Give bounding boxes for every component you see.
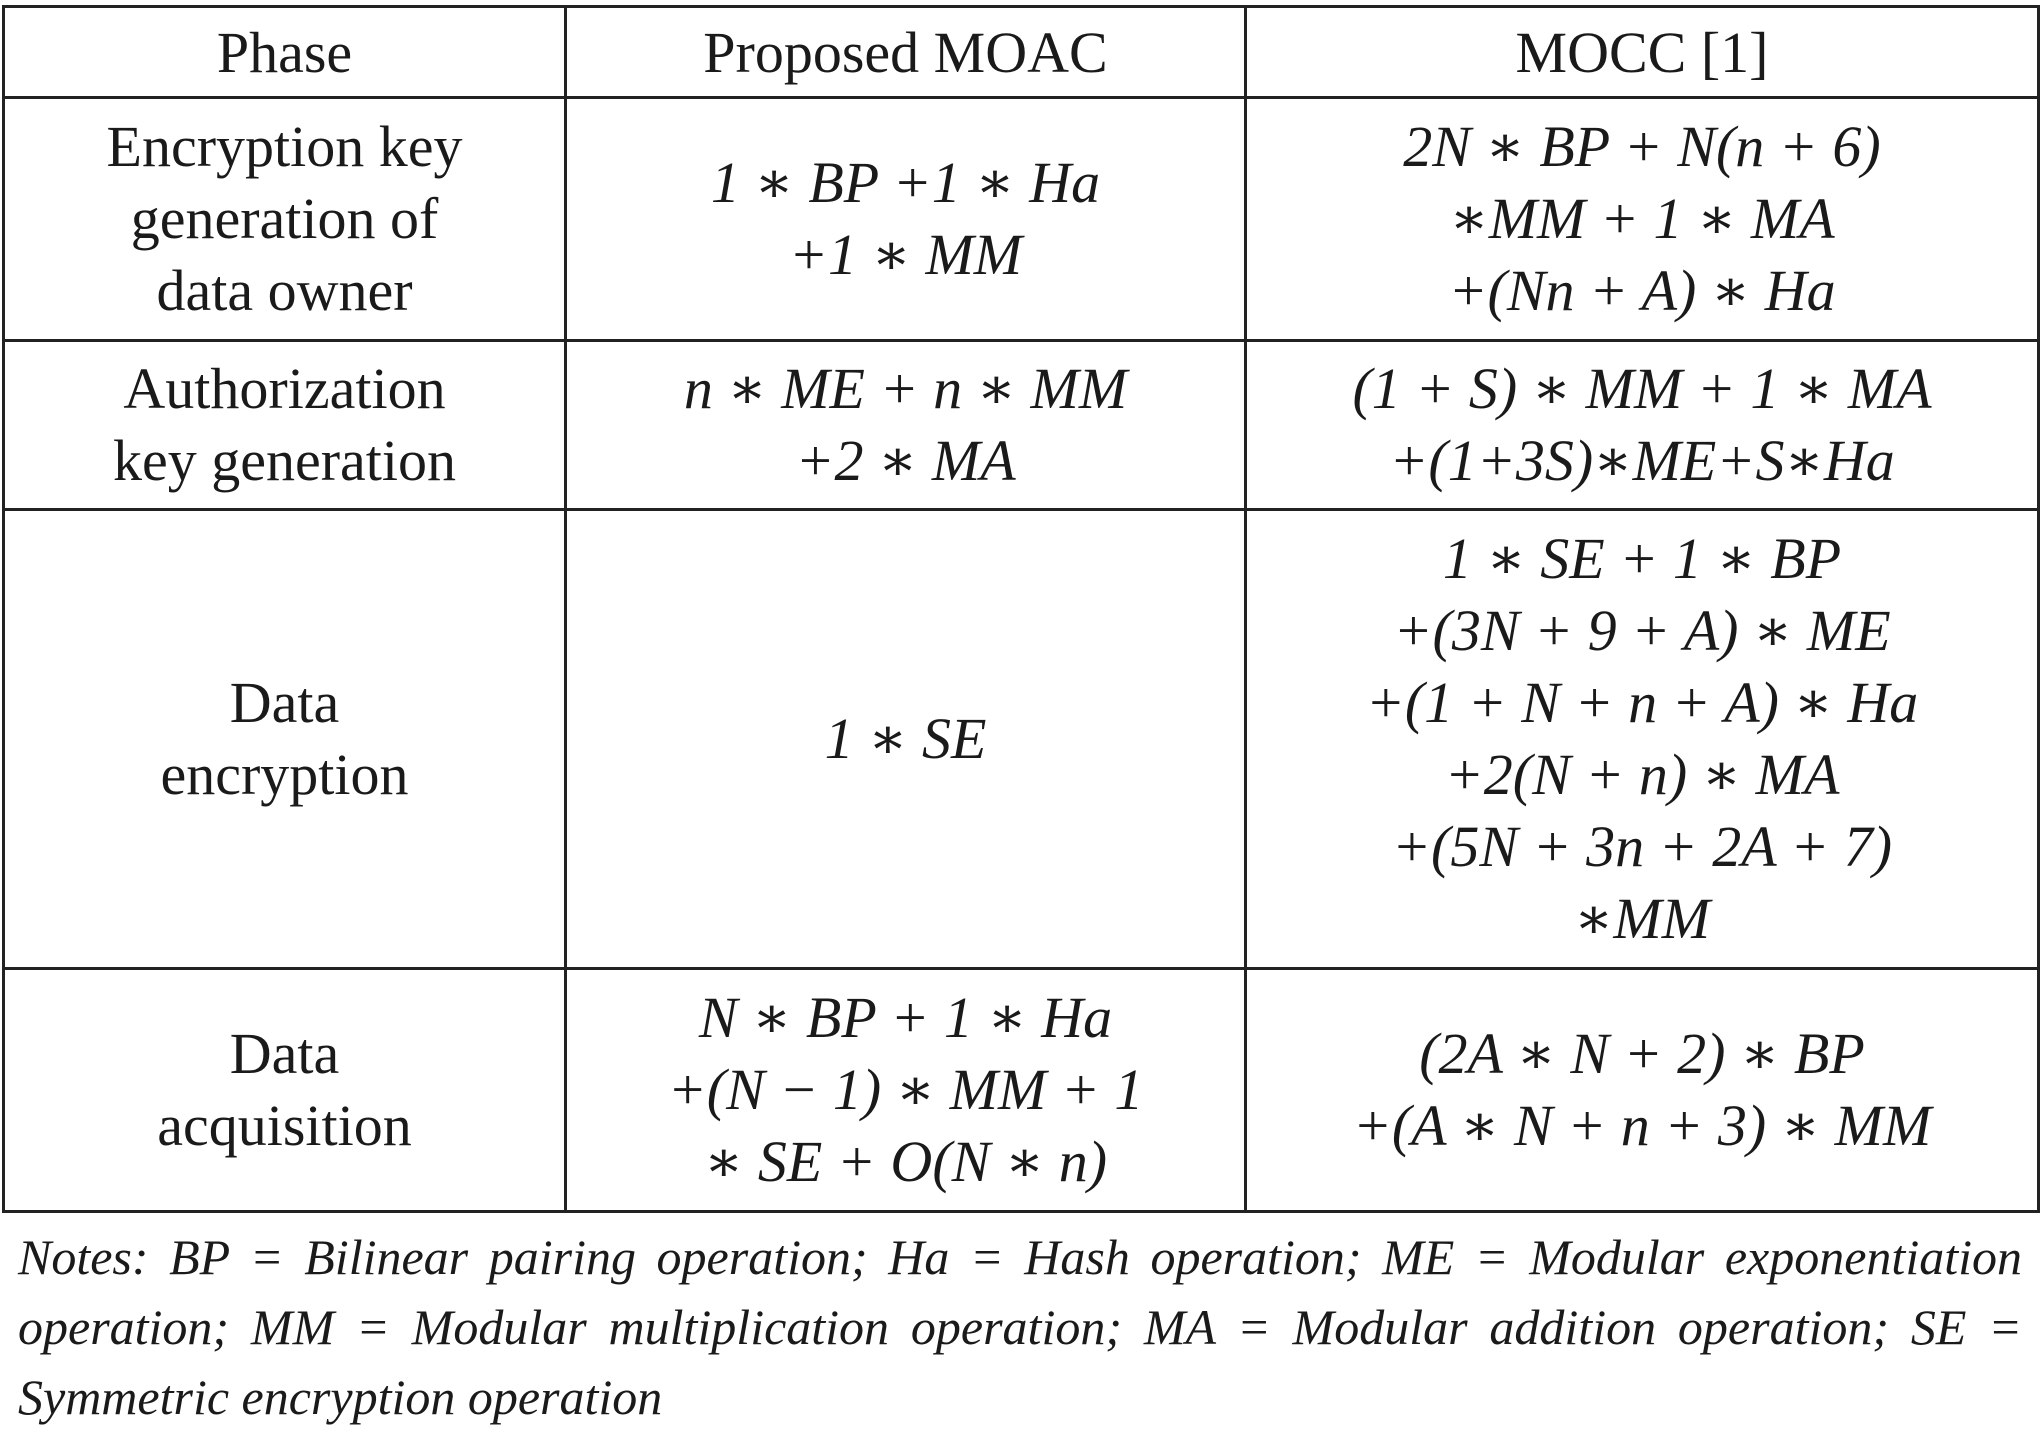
mocc-cell [1246, 98, 2039, 341]
mocc-cell [1246, 969, 2039, 1212]
formula-line: +(Nn + A) ∗ Ha [1448, 258, 1836, 323]
phase-line: Data [229, 1021, 340, 1086]
comparison-table [2, 5, 2040, 1213]
moac-cell [566, 98, 1246, 341]
formula-line: (2A ∗ N + 2) ∗ BP [1419, 1021, 1865, 1086]
formula-line: (1 + S) ∗ MM + 1 ∗ MA [1352, 356, 1932, 421]
table-row [4, 969, 2039, 1212]
header-mocc: MOCC [1] [1246, 7, 2039, 98]
formula-line: 1 ∗ SE + 1 ∗ BP [1442, 526, 1842, 591]
comparison-table-container [2, 5, 2037, 1213]
table-notes: Notes: BP = Bilinear pairing operation; Ha = Hash operation; ME = Modular exponentiation operation; MM = Modular multiplication operation; MA = Modular addition operation; SE = Symmetric encryption operation [18, 1229, 2022, 1425]
formula-line: N ∗ BP + 1 ∗ Ha [698, 985, 1113, 1050]
formula-line: n ∗ ME + n ∗ MM [683, 356, 1128, 421]
formula-line: 1 ∗ SE [824, 706, 987, 771]
phase-line: encryption [160, 742, 409, 807]
formula-line: +(3N + 9 + A) ∗ ME [1393, 598, 1891, 663]
formula-line: +(A ∗ N + n + 3) ∗ MM [1352, 1093, 1932, 1158]
table-row [4, 510, 2039, 969]
header-phase: Phase [4, 7, 566, 98]
moac-cell [566, 510, 1246, 969]
phase-cell [4, 969, 566, 1212]
table-row [4, 341, 2039, 510]
phase-line: generation of [130, 186, 439, 251]
phase-cell [4, 341, 566, 510]
phase-cell [4, 510, 566, 969]
header-proposed-moac: Proposed MOAC [566, 7, 1246, 98]
mocc-cell [1246, 341, 2039, 510]
formula-line: +(1+3S)∗ME+S∗Ha [1389, 428, 1895, 493]
moac-cell [566, 969, 1246, 1212]
formula-line: 2N ∗ BP + N(n + 6) [1403, 114, 1881, 179]
phase-line: data owner [156, 258, 413, 323]
mocc-cell [1246, 510, 2039, 969]
phase-line: Data [229, 670, 340, 735]
formula-line: ∗ SE + O(N ∗ n) [703, 1129, 1108, 1194]
phase-line: Encryption key [106, 114, 463, 179]
formula-line: +2 ∗ MA [795, 428, 1016, 493]
formula-line: +(5N + 3n + 2A + 7) [1391, 814, 1893, 879]
phase-line: Authorization [123, 356, 446, 421]
formula-line: +(N − 1) ∗ MM + 1 [667, 1057, 1144, 1122]
phase-line: key generation [112, 428, 456, 493]
formula-line: ∗MM + 1 ∗ MA [1449, 186, 1835, 251]
formula-line: 1 ∗ BP +1 ∗ Ha [710, 150, 1101, 215]
phase-line: acquisition [157, 1093, 412, 1158]
formula-line: +1 ∗ MM [788, 222, 1023, 287]
moac-cell [566, 341, 1246, 510]
formula-line: +2(N + n) ∗ MA [1444, 742, 1840, 807]
table-header-row [4, 7, 2039, 98]
formula-line: +(1 + N + n + A) ∗ Ha [1365, 670, 1919, 735]
formula-line: ∗MM [1573, 886, 1711, 951]
phase-cell [4, 98, 566, 341]
table-row [4, 98, 2039, 341]
